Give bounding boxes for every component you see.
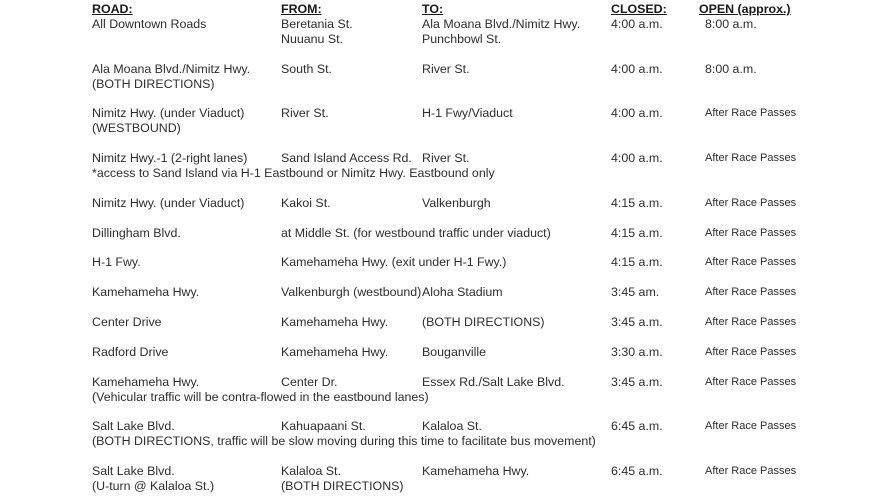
cell-from: Kahuapaani St.	[281, 419, 366, 434]
cell-from: at Middle St. (for westbound traffic under viaduct)	[281, 225, 551, 240]
cell-open: After Race Passes	[705, 375, 797, 388]
cell-from: Sand Island Access Rd.	[281, 151, 412, 166]
cell-road: Ala Moana Blvd./Nimitz Hwy.	[92, 61, 251, 76]
cell-road: Kamehameha Hwy.	[92, 285, 200, 300]
cell-open: 8:00 a.m.	[705, 17, 757, 31]
cell-road-line2: (WESTBOUND)	[92, 121, 181, 136]
cell-closed: 4:15 a.m.	[611, 195, 663, 210]
cell-road: Nimitz Hwy.-1 (2-right lanes)	[92, 151, 248, 166]
cell-to: River St.	[422, 61, 470, 76]
cell-from-line2: Nuuanu St.	[281, 32, 343, 46]
cell-open: After Race Passes	[705, 316, 797, 328]
cell-road-line2: (U-turn @ Kalaloa St.)	[92, 479, 215, 493]
cell-from: Kalaloa St.	[281, 464, 341, 478]
cell-to: Bouganville	[422, 344, 487, 359]
cell-open: After Race Passes	[705, 286, 797, 299]
cell-road-line2: (BOTH DIRECTIONS)	[92, 76, 215, 91]
cell-open: After Race Passes	[705, 256, 797, 269]
cell-to: H-1 Fwy/Viaduct	[422, 106, 513, 121]
cell-to: (BOTH DIRECTIONS)	[422, 315, 545, 329]
header-to: TO:	[422, 2, 444, 16]
cell-from-line2: (BOTH DIRECTIONS)	[281, 479, 404, 493]
cell-to: Kalaloa St.	[422, 419, 482, 434]
cell-closed: 3:30 a.m.	[611, 344, 663, 359]
cell-closed: 3:45 a.m.	[611, 374, 663, 389]
cell-to: Kamehameha Hwy.	[422, 464, 530, 478]
cell-from: Kamehameha Hwy.	[281, 344, 389, 359]
cell-closed: 4:00 a.m.	[611, 61, 663, 76]
cell-road: Radford Drive	[92, 344, 169, 359]
cell-from: Kakoi St.	[281, 195, 331, 210]
cell-open: After Race Passes	[705, 152, 797, 165]
cell-road: Salt Lake Blvd.	[92, 464, 175, 478]
cell-closed: 4:00 a.m.	[611, 151, 663, 166]
cell-road-line2: *access to Sand Island via H-1 Eastbound or Nimitz Hwy. Eastbound only	[92, 166, 495, 181]
header-closed: CLOSED:	[611, 2, 667, 16]
cell-from: Center Dr.	[281, 374, 338, 389]
cell-from: Valkenburgh (westbound)	[281, 285, 422, 300]
cell-closed: 3:45 a.m.	[611, 315, 663, 329]
cell-road: Kamehameha Hwy.	[92, 374, 200, 389]
cell-to: Essex Rd./Salt Lake Blvd.	[422, 374, 565, 389]
cell-closed: 4:00 a.m.	[611, 106, 663, 121]
cell-road: Salt Lake Blvd.	[92, 419, 175, 434]
cell-from: Beretania St.	[281, 17, 353, 31]
cell-closed: 4:00 a.m.	[611, 17, 663, 31]
cell-to: River St.	[422, 151, 470, 166]
cell-road: H-1 Fwy.	[92, 255, 141, 270]
cell-from: South St.	[281, 61, 332, 76]
cell-closed: 6:45 a.m.	[611, 464, 663, 478]
cell-road-line2: (Vehicular traffic will be contra-flowed in the eastbound lanes)	[92, 389, 429, 404]
cell-open: After Race Passes	[705, 107, 797, 120]
cell-open: After Race Passes	[705, 420, 797, 433]
cell-open: After Race Passes	[705, 345, 797, 358]
cell-to: Valkenburgh	[422, 195, 491, 210]
cell-open: After Race Passes	[705, 226, 797, 239]
cell-road: Dillingham Blvd.	[92, 225, 181, 240]
cell-open: After Race Passes	[705, 465, 797, 477]
cell-open: After Race Passes	[705, 196, 797, 209]
header-road: ROAD:	[92, 2, 133, 16]
cell-to: Ala Moana Blvd./Nimitz Hwy.	[422, 17, 581, 31]
cell-open: 8:00 a.m.	[705, 61, 757, 76]
cell-road-line2: (BOTH DIRECTIONS, traffic will be slow moving during this time to facilitate bus movement)	[92, 434, 596, 449]
cell-closed: 6:45 a.m.	[611, 419, 663, 434]
cell-from: River St.	[281, 106, 329, 121]
cell-to-line2: Punchbowl St.	[422, 32, 502, 46]
cell-road: Nimitz Hwy. (under Viaduct)	[92, 195, 245, 210]
header-from: FROM:	[281, 2, 322, 16]
cell-to: Aloha Stadium	[422, 285, 503, 300]
cell-from: Kamehameha Hwy.	[281, 315, 389, 329]
cell-road: All Downtown Roads	[92, 17, 207, 31]
cell-closed: 3:45 am.	[611, 285, 660, 300]
header-open: OPEN (approx.)	[699, 2, 791, 16]
cell-closed: 4:15 a.m.	[611, 225, 663, 240]
cell-road: Nimitz Hwy. (under Viaduct)	[92, 106, 245, 121]
cell-closed: 4:15 a.m.	[611, 255, 663, 270]
cell-road: Center Drive	[92, 315, 162, 329]
cell-from: Kamehameha Hwy. (exit under H-1 Fwy.)	[281, 255, 507, 270]
